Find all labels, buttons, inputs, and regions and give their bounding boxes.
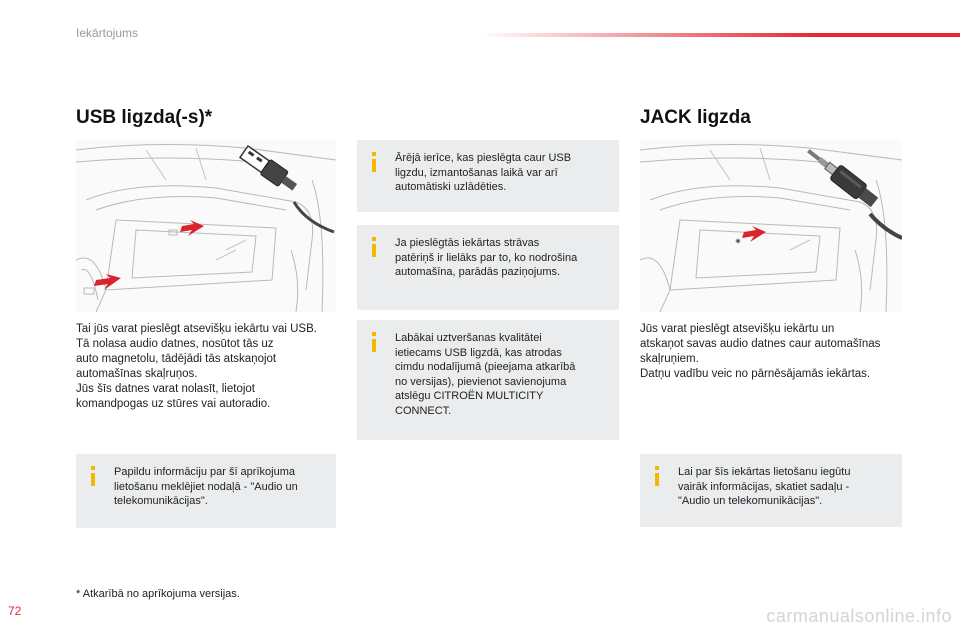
jack-dashboard-drawing [640, 140, 902, 312]
usb-socket-illustration [76, 140, 336, 312]
jack-socket-illustration [640, 140, 902, 312]
usb-info-box [76, 454, 336, 528]
power-info-box [357, 225, 619, 310]
jack-info-box [640, 454, 902, 527]
footnote: * Atkarībā no aprīkojuma versijas. [76, 588, 240, 600]
reception-info-box [357, 320, 619, 440]
watermark: carmanualsonline.info [766, 606, 952, 626]
power-consumption-note: Ja pieslēgtās iekārtas strāvas patēriņš ir lielāks par to, ko nodrošina automašīna, parādās paziņojums. [395, 237, 578, 278]
section-header-label: Iekārtojums [76, 26, 139, 40]
info-icon [369, 237, 379, 257]
page-number: 72 [8, 604, 22, 618]
usb-dashboard-drawing [76, 140, 336, 312]
header-accent-line [480, 33, 960, 37]
charging-note: Ārējā ierīce, kas pieslēgta caur USB ligzdu, izmantošanas laikā var arī automātiski uzlādēties. [395, 152, 572, 193]
red-arrow-icon [742, 226, 766, 242]
usb-info-note: Papildu informāciju par šī aprīkojuma lietošanu meklējiet nodaļā - "Audio un telekomunikācijas". [114, 466, 298, 507]
reception-quality-note: Labākai uztveršanas kvalitātei ietiecams USB ligzdā, kas atrodas cimdu nodalījumā (pieejama atkarībā no versijas), pievienot savienojuma atslēgu CITROËN MULTICITY CONNECT. [395, 332, 576, 417]
jack-section-title: JACK ligzda [640, 107, 751, 128]
jack-info-note: Lai par šīs iekārtas lietošanu iegūtu vairāk informācijas, skatiet sadaļu - "Audio un telekomunikācijas". [678, 466, 851, 507]
info-icon [369, 152, 379, 172]
info-icon [369, 332, 379, 352]
info-icon [88, 466, 98, 486]
info-icon [652, 466, 662, 486]
jack-description: Jūs varat pieslēgt atsevišķu iekārtu un atskaņot savas audio datnes caur automašīnas skaļruņiem. Datņu vadību veic no pārnēsājamās iekārtas. [640, 323, 881, 380]
usb-section-title: USB ligzda(-s)* [76, 107, 213, 128]
usb-description: Tai jūs varat pieslēgt atsevišķu iekārtu vai USB. Tā nolasa audio datnes, nosūtot tās uz auto magnetolu, tādējādi tās atskaņojot automašīnas skaļruņos. Jūs šīs datnes varat nolasīt, lietojot komandpogas uz stūres vai autoradio. [76, 323, 317, 410]
charging-info-box [357, 140, 619, 212]
